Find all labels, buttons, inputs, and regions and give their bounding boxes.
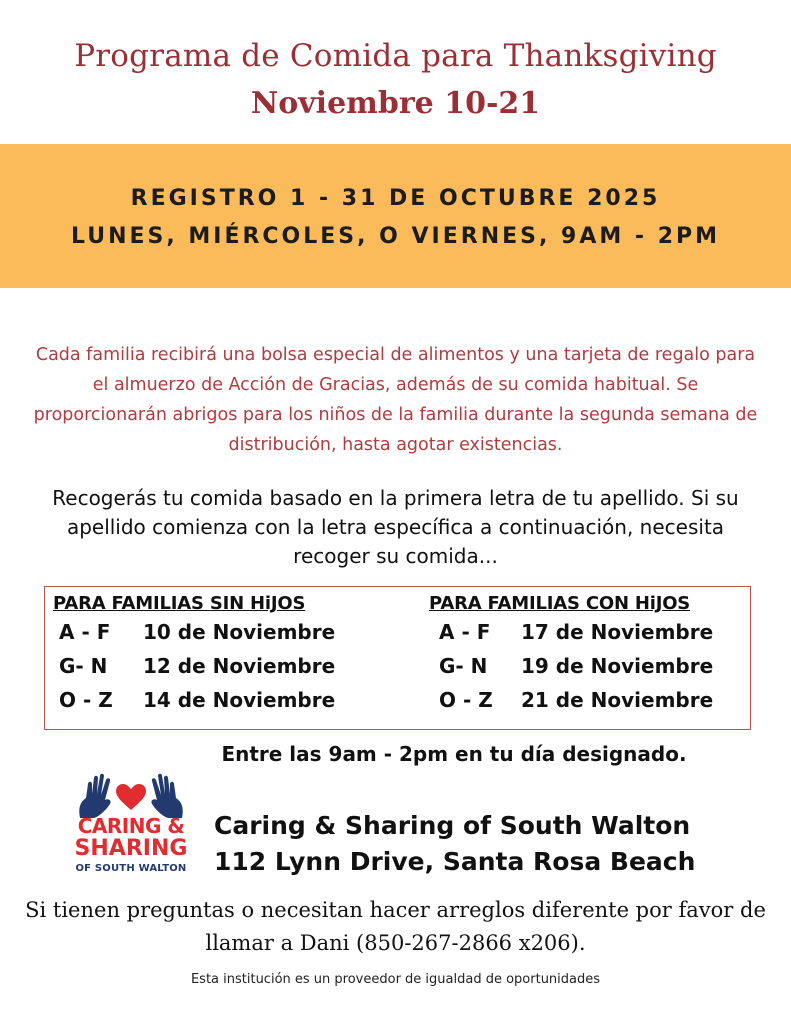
schedule-heading: PARA FAMILIAS SIN HiJOS	[53, 593, 306, 614]
intro-paragraph: Cada familia recibirá una bolsa especial de alimentos y una tarjeta de regalo para el almuerzo de Acción de Gracias, además de su comida habitual. Se proporcionarán abrigos para los niños de la familia durante la segunda semana de distribución, hasta agotar existencias.	[33, 345, 758, 455]
contact-info: Si tienen preguntas o necesitan hacer arreglos diferente por favor de llamar a Dani (850-267-2866 x206).	[25, 898, 766, 955]
schedule-row	[429, 614, 749, 648]
page-title: Programa de Comida para Thanksgiving	[74, 38, 717, 74]
pickup-date: 19 de Noviembre	[521, 654, 714, 678]
letter-range: G- N	[59, 654, 108, 678]
organization-logo	[66, 770, 196, 880]
registration-dates: REGISTRO 1 - 31 DE OCTUBRE 2025	[130, 186, 661, 211]
equal-opportunity-notice: Esta institución es un proveedor de igualdad de oportunidades	[190, 972, 601, 987]
registration-banner	[0, 144, 791, 288]
letter-range: A - F	[59, 620, 111, 644]
pickup-date: 12 de Noviembre	[143, 654, 336, 678]
letter-range: A - F	[439, 620, 491, 644]
schedule-row	[429, 682, 749, 716]
schedule-row	[429, 648, 749, 682]
organization-info	[214, 808, 695, 880]
program-dates: Noviembre 10-21	[250, 86, 541, 121]
organization-address: 112 Lynn Drive, Santa Rosa Beach	[214, 847, 696, 876]
pickup-date: 17 de Noviembre	[521, 620, 714, 644]
registration-hours: LUNES, MIÉRCOLES, O VIERNES, 9AM - 2PM	[70, 224, 721, 249]
schedule-with-children	[429, 593, 749, 716]
schedule-row	[53, 682, 373, 716]
pickup-schedule-box	[44, 586, 751, 730]
schedule-row	[53, 648, 373, 682]
letter-range: O - Z	[59, 688, 113, 712]
pickup-date: 10 de Noviembre	[143, 620, 336, 644]
logo-sharing: SHARING	[74, 836, 188, 861]
schedule-row	[53, 614, 373, 648]
letter-range: G- N	[439, 654, 488, 678]
schedule-heading: PARA FAMILIAS CON HiJOS	[429, 593, 691, 614]
pickup-time-window: Entre las 9am - 2pm en tu día designado.	[221, 742, 687, 766]
pickup-date: 14 de Noviembre	[143, 688, 336, 712]
organization-name: Caring & Sharing of South Walton	[214, 811, 691, 840]
logo-caring: CARING &	[77, 814, 185, 838]
pickup-date: 21 de Noviembre	[521, 688, 714, 712]
hands-heart-icon	[66, 770, 196, 820]
pickup-instructions: Recogerás tu comida basado en la primera letra de tu apellido. Si su apellido comienza con la letra específica a continuación, necesita recoger su comida...	[52, 486, 739, 568]
logo-south-walton: OF SOUTH WALTON	[75, 863, 187, 874]
schedule-without-children	[53, 593, 373, 716]
letter-range: O - Z	[439, 688, 493, 712]
